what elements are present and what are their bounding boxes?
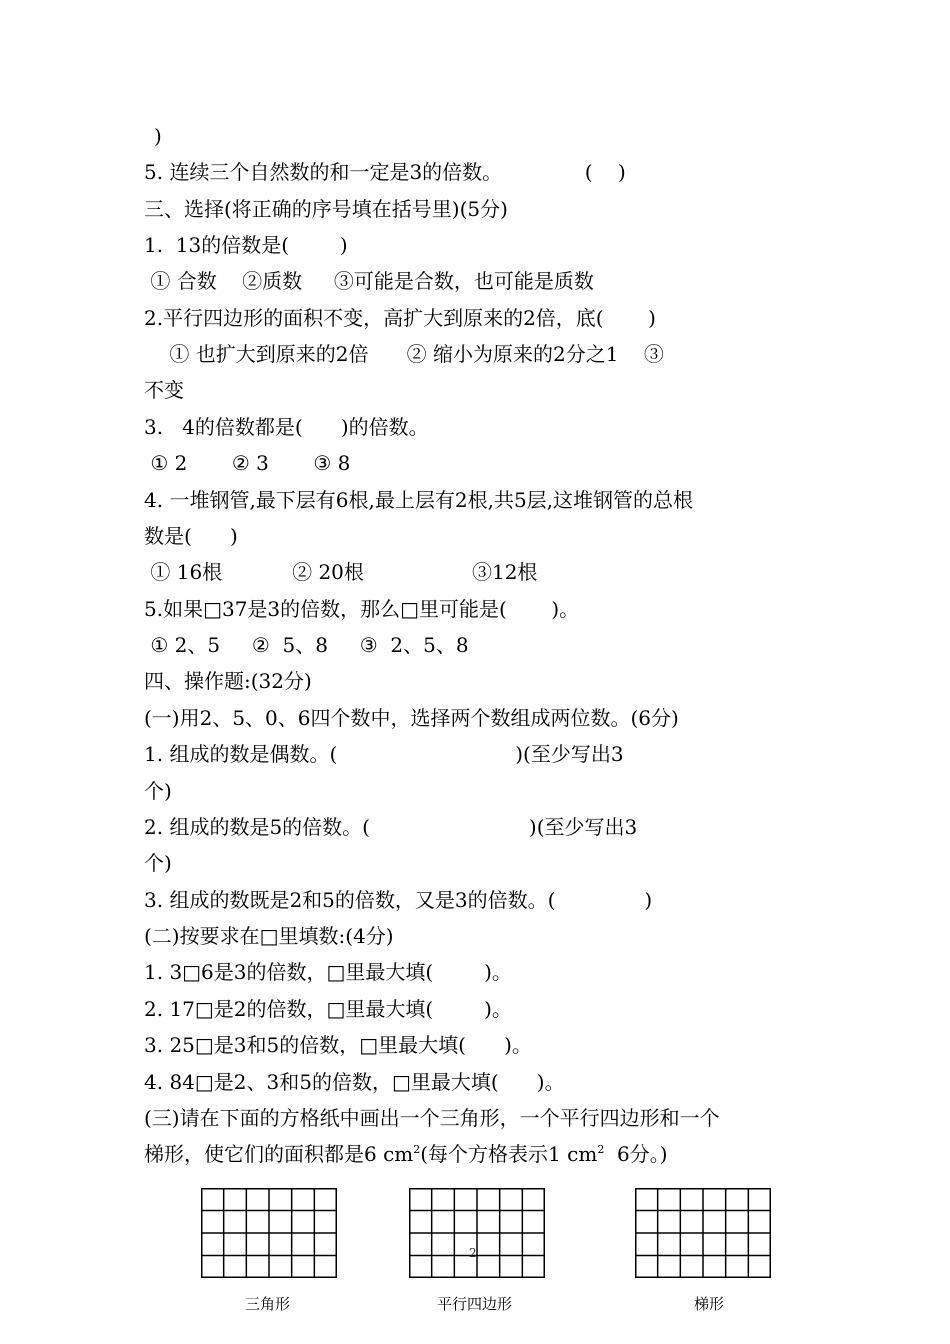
text-line: 1. 13的倍数是( ) (144, 233, 348, 257)
text-line: 2.平行四边形的面积不变，高扩大到原来的2倍，底( ) (144, 306, 656, 330)
superscript: 2 (597, 1143, 605, 1156)
text-line: 1. 3□6是3的倍数，□里最大填( )。 (144, 960, 512, 984)
text-line: 数是( ) (144, 524, 238, 548)
text-line: 1. 组成的数是偶数。( )(至少写出3 (144, 742, 624, 766)
text-line: ① 16根 ② 20根 ③12根 (144, 560, 538, 584)
text-line: ① 2 ② 3 ③ 8 (144, 451, 351, 475)
text-line: 个) (144, 779, 172, 803)
section-heading: 三、选择(将正确的序号填在括号里)(5分) (144, 197, 508, 221)
text-line: ① 2、5 ② 5、8 ③ 2、5、8 (144, 633, 469, 657)
section-heading: 四、操作题:(32分) (144, 669, 312, 693)
text-line: 2. 组成的数是5的倍数。( )(至少写出3 (144, 815, 638, 839)
text-line: 4. 一堆钢管,最下层有6根,最上层有2根,共5层,这堆钢管的总根 (144, 488, 694, 512)
grid-paper-triangle[interactable] (201, 1188, 337, 1278)
superscript: 2 (413, 1143, 421, 1156)
grid-paper-trapezoid[interactable] (635, 1188, 771, 1278)
text-line: 2. 17□是2的倍数，□里最大填( )。 (144, 997, 512, 1021)
text-line: 不变 (144, 378, 184, 402)
caption-trapezoid: 梯形 (694, 1295, 725, 1313)
text-line: 5.如果□37是3的倍数，那么□里可能是( )。 (144, 597, 580, 621)
text-line: ① 也扩大到原来的2倍 ② 缩小为原来的2分之1 ③ (144, 342, 664, 366)
text-line: 4. 84□是2、3和5的倍数，□里最大填( )。 (144, 1070, 565, 1094)
text-line: 5. 连续三个自然数的和一定是3的倍数。 ( ) (144, 160, 626, 184)
text-line: (三)请在下面的方格纸中画出一个三角形，一个平行四边形和一个 (144, 1106, 720, 1130)
text-part: 梯形，使它们的面积都是6 cm (144, 1142, 414, 1166)
text-line: ) (154, 124, 162, 148)
caption-parallelogram: 平行四边形 (437, 1295, 513, 1313)
text-part: 6分。) (604, 1142, 668, 1166)
text-line-last (144, 1141, 668, 1171)
text-line: (二)按要求在□里填数:(4分) (144, 924, 394, 948)
text-line: 3. 25□是3和5的倍数，□里最大填( )。 (144, 1033, 532, 1057)
text-line: 3. 组成的数既是2和5的倍数，又是3的倍数。( ) (144, 888, 653, 912)
text-line: ① 合数 ②质数 ③可能是合数，也可能是质数 (144, 269, 594, 293)
grid-paper-parallelogram[interactable] (409, 1188, 545, 1278)
text-line: 个) (144, 851, 172, 875)
text-line: 3. 4的倍数都是( )的倍数。 (144, 415, 429, 439)
caption-triangle: 三角形 (245, 1295, 291, 1313)
page-number: 2 (469, 1246, 477, 1260)
text-line: (一)用2、5、0、6四个数中，选择两个数组成两位数。(6分) (144, 706, 679, 730)
text-part: (每个方格表示1 cm (420, 1142, 598, 1166)
